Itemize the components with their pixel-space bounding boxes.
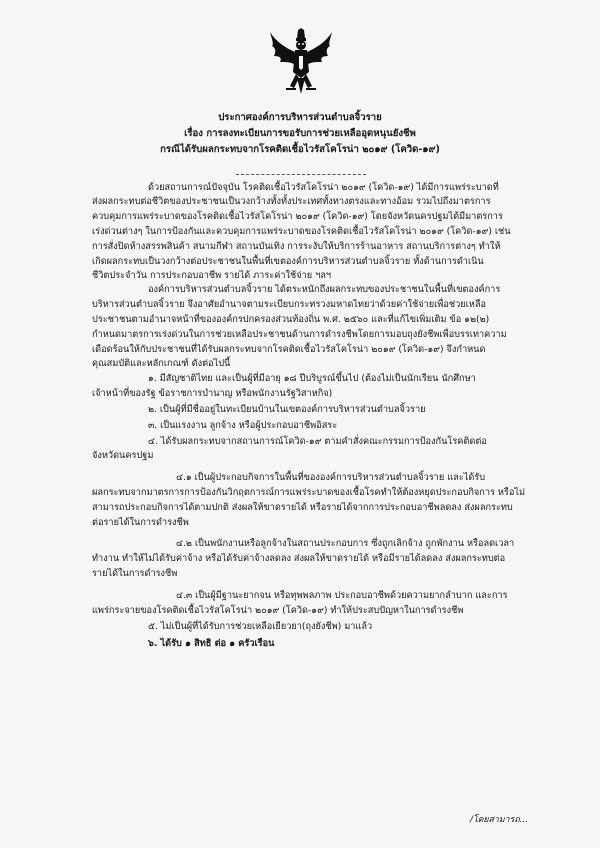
criteria-subitem: ๔.๒ เป็นพนักงานหรือลูกจ้างในสถานประกอบการ ซึ่งถูกเลิกจ้าง ถูกพักงาน หรือลดเวลา [176,538,515,549]
announcement-header [0,110,600,158]
garuda-emblem-icon [268,28,334,96]
body-line: แพร่กระจายของโรคติดเชื้อไวรัสโคโรน่า ๒๐๑๙ (โควิด-๑๙) ทำให้ประสบปัญหาในการดำรงชีพ [92,605,464,616]
header-divider [236,174,366,175]
header-subject: เรื่อง การลงทะเบียนการขอรับการช่วยเหลืออุดหนุนยังชีพ [184,128,416,139]
body-line: เดือดร้อนให้กับประชาชนที่ได้รับผลกระทบจากโรคติดเชื้อไวรัสโคโรน่า ๒๐๑๙ (โควิด-๑๙) จึงกำหนด [92,344,486,355]
body-line: เจ้าหน้าที่ของรัฐ ข้อราชการบำนาญ หรือพนักงานรัฐวิสาหกิจ) [92,388,333,399]
criteria-item: ๕. ไม่เป็นผู้ที่ได้รับการช่วยเหลือเยียวยา(ถุงยังชีพ) มาแล้ว [148,621,373,632]
body-line: กำหนดมาตรการเร่งด่วนในการช่วยเหลือประชาชนด้านการดำรงชีพโดยการมอบถุงยังชีพเพื่อบรรเทาความ [92,329,507,340]
body-line: จังหวัดนครปฐม [92,450,154,461]
body-line: ผลกระทบจากมาตรการการป้องกันวิกฤตการณ์การแพร่ระบาดของเชื้อโรคทำให้ต้องหยุดประกอบกิจการ หรือไม่ [92,487,526,498]
body-line: ส่งผลกระทบต่อชีวิตของประชาชนเป็นวงกว้างทั้งทั้งประเทศทั้งทางตรงและทางอ้อม รวมไปถึงมาตรการ [92,196,491,207]
criteria-item: ๖. ได้รับ ๑ สิทธิ ต่อ ๑ ครัวเรือน [148,638,275,649]
criteria-item: ๓. เป็นแรงงาน ลูกจ้าง หรือผู้ประกอบอาชีพอิสระ [148,420,338,431]
body-line: ประชาชนตามอำนาจหน้าที่ขององค์กรปกครองส่วนท้องถิ่น พ.ศ. ๒๕๖๐ และที่แก้ไขเพิ่มเติม ข้อ ๑๒(๒) [92,314,490,325]
body-line: เร่งด่วนต่างๆ ในการป้องกันและควบคุมการแพร่ระบาดของโรคติดเชื้อไวรัสโคโรน่า ๒๐๑๙ (โควิด-๑๙) เช่น [92,226,511,237]
body-line: การสั่งปิดห้างสรรพสินค้า สนามกีฬา สถานบันเทิง การระงับให้บริการร้านอาหาร สถานบริการต่างๆ ทำให้ [92,241,501,252]
body-line: ต่อรายได้ในการดำรงชีพ [92,517,189,528]
header-case: กรณีได้รับผลกระทบจากโรคติดเชื้อไวรัสโคโรน่า ๒๐๑๙ (โควิด-๑๙) [160,144,440,155]
body-line: องค์การบริหารส่วนตำบลจิ้วราย ได้ตระหนักถึงผลกระทบของประชาชนในพื้นที่เขตองค์การ [148,284,501,295]
body-line: ทำงาน ทำให้ไม่ได้รับค่าจ้าง หรือได้รับค่าจ้างลดลง ส่งผลให้ขาดรายได้ หรือมีรายได้ลดลง ส่งผลกระทบต่อ [92,553,506,564]
criteria-item: ๔. ได้รับผลกระทบจากสถานการณ์โควิด-๑๙ ตามคำสั่งคณะกรรมการป้องกันโรคติดต่อ [148,436,487,447]
body-line: บริหารส่วนตำบลจิ้วราย จึงอาศัยอำนาจตามระเบียบกระทรวงมหาดไทยว่าด้วยค่าใช้จ่ายเพื่อช่วยเหลือ [92,299,486,310]
continued-note: /โดยสามารถ... [470,815,529,825]
body-line: ควบคุมการแพร่ระบาดของโรคติดเชื้อไวรัสโคโรน่า ๒๐๑๙ (โควิด-๑๙) โดยจังหวัดนครปฐมได้มีมาตรการ [92,211,503,222]
body-line: คุณสมบัติและหลักเกณฑ์ ดังต่อไปนี้ [92,358,231,369]
body-line: รายได้ในการดำรงชีพ [92,568,178,579]
criteria-subitem: ๔.๓ เป็นผู้มีฐานะยากจน หรือทุพพลภาพ ประกอบอาชีพด้วยความยากลำบาก และการ [176,590,508,601]
criteria-item: ๑. มีสัญชาติไทย และเป็นผู้ที่มีอายุ ๑๘ ปีบริบูรณ์ขึ้นไป (ต้องไม่เป็นนักเรียน นักศึกษา [148,373,476,384]
body-line: เกิดผลกระทบเป็นวงกว้างต่อประชาชนในพื้นที่เขตองค์การบริหารส่วนตำบลจิ้วราย ทั้งด้านการดำเนิน [92,256,484,267]
criteria-subitem: ๔.๑ เป็นผู้ประกอบกิจการในพื้นที่ขององค์การบริหารส่วนตำบลจิ้วราย และได้รับ [176,472,486,483]
body-line: ชีวิตประจำวัน การประกอบอาชีพ รายได้ ภาระค่าใช้จ่าย ฯลฯ [92,270,332,281]
body-line: สามารถประกอบกิจการได้ตามปกติ ส่งผลให้ขาดรายได้ หรือรายได้จากการประกอบอาชีพลดลง ส่งผลกระทบ [92,502,513,513]
header-title: ประกาศองค์การบริหารส่วนตำบลจิ้วราย [218,112,382,123]
body-line: ด้วยสถานการณ์ปัจจุบัน โรคติดเชื้อไวรัสโคโรน่า ๒๐๑๙ (โควิด-๑๙) ได้มีการแพร่ระบาดที่ [148,182,499,193]
criteria-item: ๒. เป็นผู้ที่มีชื่ออยู่ในทะเบียนบ้านในเขตองค์การบริหารส่วนตำบลจิ้วราย [148,404,426,415]
